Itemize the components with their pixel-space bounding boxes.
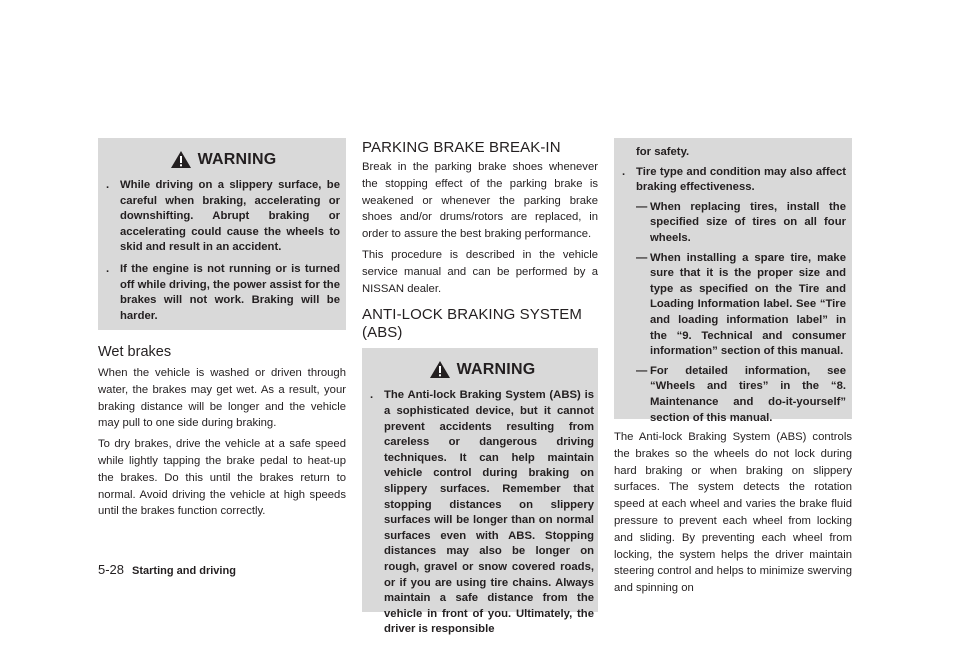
parking-brake-heading: PARKING BRAKE BREAK-IN [362,139,561,156]
abs-warning-item-text: The Anti-lock Braking System (ABS) is a sophisticated device, but it cannot prevent accidents resulting from careless or dangerous driving techniques. It can help maintain vehicle control during braking on slippery surfaces. Remember that stopping distances on slippery surfaces will be longer than on normal surfaces even with ABS. Stopping distances may also be longer on rough, gravel or snow covered roads, or if you are using tire chains. Always maintain a safe distance from the vehicle in front of you. Ultimately, the driver is responsible [384,389,594,636]
dash: — [636,200,648,213]
wet-brakes-paragraph-2: To dry brakes, drive the vehicle at a safe speed while lightly tapping the brake pedal to heat-up the brakes. Do this until the brakes return to normal. Avoid driving the vehicle at high speeds until the brakes function correctly. [98,438,346,518]
tire-warning-item [622,165,846,196]
tire-sub-item [636,251,846,360]
wet-brakes-paragraph-1: When the vehicle is washed or driven through water, the brakes may get wet. As a result, your braking distance will be longer and the vehicle may pull to one side during braking. [98,367,346,430]
warning-item [106,178,340,256]
warning-triangle-icon [429,360,451,379]
middle-column [362,139,598,636]
page-number: 5-28 [98,562,125,577]
wet-brakes-heading: Wet brakes [98,344,172,360]
right-column [614,138,852,597]
bullet: . [622,165,626,178]
abs-description-paragraph: The Anti-lock Braking System (ABS) controls the brakes so the wheels do not lock during hard braking or when braking on slippery surfaces. The system detects the rotation speed at each wheel and varies the brake fluid pressure to prevent each wheel from locking and sliding. By preventing each wheel from locking, the system helps the driver maintain steering control and helps to minimize swerving and spinning on [614,431,852,595]
abs-warning-item [370,388,594,638]
warning-item-text: If the engine is not running or is turned off while driving, the power assist for the brakes will not work. Braking will be harder. [120,262,340,322]
parking-brake-paragraph-2: This procedure is described in the vehicle service manual and can be performed by a NISSAN dealer. [362,248,598,295]
tire-sub-item-text: When replacing tires, install the specified size of tires on all four wheels. [650,200,846,244]
warning-continuation-text: for safety. [636,146,690,158]
abs-heading: ANTI-LOCK BRAKING SYSTEM (ABS) [362,306,582,342]
warning-title: WARNING [197,150,277,168]
abs-warning-title: WARNING [456,360,536,378]
page-footer [98,562,236,577]
bullet: . [370,389,374,402]
abs-warning-continued-box [614,138,852,424]
tire-sub-item-text: For detailed information, see “Wheels and tires” in the “8. Maintenance and do-it-yourself” section of this manual. [650,364,846,424]
left-column [98,138,346,520]
tire-sub-item [636,200,846,247]
parking-brake-paragraph-1: Break in the parking brake shoes whenever the stopping effect of the parking brake is weakened or whenever the parking brake shoes and/or drums/rotors are replaced, in order to assure the best braking performance. [362,161,598,241]
warning-header [106,150,340,169]
bullet: . [106,262,110,275]
tire-warning-text: Tire type and condition may also affect braking effectiveness. [636,165,846,194]
warning-item-text: While driving on a slippery surface, be careful when braking, accelerating or downshifting. Abrupt braking or accelerating could cause the wheels to skid and result in an accident. [120,179,340,254]
bullet: . [106,179,110,191]
abs-warning-box [362,348,598,636]
section-title: Starting and driving [132,565,236,577]
warning-box [98,138,346,330]
tire-sub-item-text: When installing a spare tire, make sure that it is the proper size and type as specified on the Tire and Loading Information label. See “Tire and loading information label” in the “9. Technical and consumer information” section of this manual. [650,251,846,358]
warning-continuation [622,145,846,161]
dash: — [636,364,648,377]
warning-triangle-icon [170,150,192,169]
dash: — [636,251,648,264]
warning-item [106,262,340,324]
abs-warning-header [370,360,594,379]
tire-sub-item [636,364,846,426]
